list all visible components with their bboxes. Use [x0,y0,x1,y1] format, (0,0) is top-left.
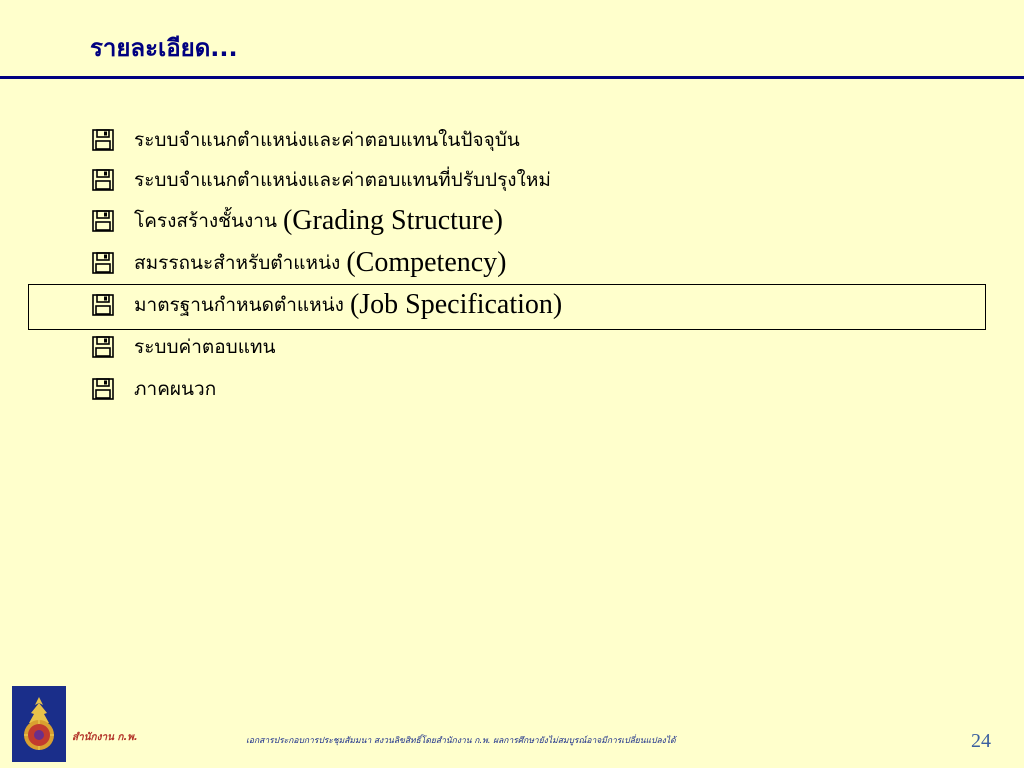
slide-title: รายละเอียด... [90,34,238,62]
bullet-item-current-system[interactable] [92,120,562,160]
bullet-item-job-specification[interactable] [92,284,562,326]
bullet-text-th: ระบบค่าตอบแทน [134,336,276,358]
title-divider [0,76,1024,79]
ocsc-emblem-icon [12,686,66,762]
floppy-disk-icon [92,168,122,192]
bullet-item-competency[interactable] [92,242,562,284]
floppy-disk-icon [92,251,122,275]
bullet-text-th: โครงสร้างชั้นงาน [134,210,277,232]
bullet-text-th: ภาคผนวก [134,378,217,400]
bullet-text-th: มาตรฐานกำหนดตำแหน่ง [134,294,344,316]
bullet-item-grading-structure[interactable] [92,200,562,242]
floppy-disk-icon [92,128,122,152]
floppy-disk-icon [92,377,122,401]
page-number: 24 [971,730,991,752]
org-name: สำนักงาน ก.พ. [72,732,138,743]
bullet-text-en: (Grading Structure) [282,205,504,236]
bullet-list [92,120,562,410]
bullet-item-improved-system[interactable] [92,160,562,200]
bullet-text-en: (Job Specification) [349,289,563,320]
bullet-text-th: ระบบจำแนกตำแหน่งและค่าตอบแทนในปัจจุบัน [134,129,520,151]
floppy-disk-icon [92,335,122,359]
bullet-item-appendix[interactable] [92,368,562,410]
bullet-text-th: ระบบจำแนกตำแหน่งและค่าตอบแทนที่ปรับปรุงใหม่ [134,169,551,191]
bullet-text-th: สมรรถนะสำหรับตำแหน่ง [134,252,341,274]
bullet-item-compensation-system[interactable] [92,326,562,368]
footer-note: เอกสารประกอบการประชุมสัมมนา สงวนลิขสิทธิ์โดยสำนักงาน ก.พ. ผลการศึกษายังไม่สมบูรณ์อาจมีการเปลี่ยนแปลงได้ [246,736,676,746]
bullet-text-en: (Competency) [346,247,507,278]
floppy-disk-icon [92,209,122,233]
floppy-disk-icon [92,293,122,317]
